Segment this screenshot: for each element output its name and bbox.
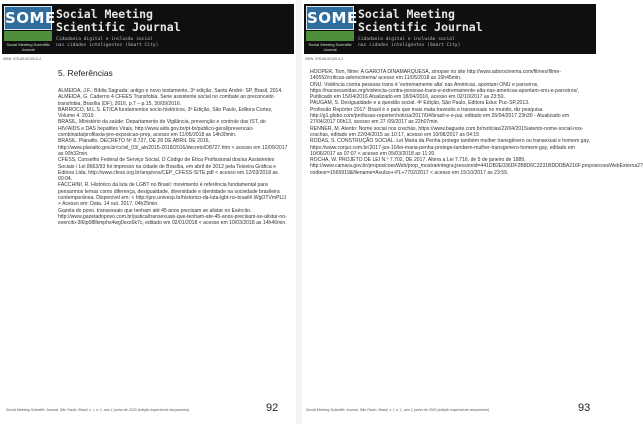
- reference-item: HOOPER, Tom, filme: A GAROTA DINAMARQUESA, sinopse no site http://www.adorocinema.com/filmes/filme-140552/criticas-adorocinema/ acesso em 11/05/2018 as 16h45min.: [310, 69, 561, 82]
- logo-bar: [306, 31, 354, 41]
- banner-subtitle: [358, 37, 460, 49]
- banner-title-line2: Scientific Journal: [56, 20, 181, 34]
- reference-list: [310, 69, 643, 176]
- journal-banner: [2, 4, 294, 54]
- banner-subtitle-line2: nas cidades inteligentes (Smart City): [358, 43, 461, 48]
- journal-logo: [306, 6, 358, 52]
- journal-logo: [4, 6, 56, 52]
- logo-subtitle: Social Meeting Scientific Journal: [6, 42, 50, 52]
- reference-item: Gazeta do povo. transexuais que tenham até 45 anos precisam se alistar no Exército. http://www.gazetadopovo.com.br/justica/transexuais-que-tenham-ate-45-anos-precisam-se-alistar-no-exercito-3l6tp08llkmphs4wg0sxo6k7c, editado em 02/01/2018 < acesso em 10/03/2018 as 14h46min.: [58, 207, 287, 227]
- banner-title: [56, 8, 181, 34]
- isbn: ISBN: 978-65-90109-0-2: [305, 57, 344, 61]
- section-heading: 5. Referências: [58, 68, 113, 78]
- logo-top: [306, 6, 358, 30]
- reference-item: Profissão Repórter 2017: Brasil é o país que mais mata travestis e transexuais no mundo, diz pesquisa http://g1.globo.com/profissao-reporter/noticia/2017/04/brasil-e-o-pai, editado em 26/04/2017 23h30 - Atualizado em 27/04/2017 00h13, acesso em 27 /09/2017 as 22h07min.: [310, 106, 570, 126]
- reference-item: ALMEIDA, G. Caderno 4 CFEES Transfobia. Serie assistente social no combate ao preconceito transfobia, Brasília (DF), 2016, p.7 – p.15, 30/09/2016.: [58, 94, 274, 107]
- logo-word: SOME: [307, 9, 358, 27]
- banner-title: [358, 8, 483, 34]
- logo-top: [4, 6, 56, 30]
- page-footer: Social Meeting Scientific Journal, São Paulo, Brasil, v. I, n. 1, ano 1 junho de 2020 (edição especial de lançamento): [306, 408, 490, 412]
- logo-subtitle: Social Meeting Scientific Journal: [308, 42, 352, 52]
- reference-item: RENNER, M. Atento: Nome social nos crachás, https://www.baguete.com.br/noticias/22/04/2015/atento-nome-social-nos-crachas, editado em 22/04/2015 as 10:17, acesso em 10/08/2017 as 04:15: [310, 125, 584, 138]
- isbn: ISBN: 978-65-90109-0-2: [3, 57, 42, 61]
- reference-item: BARROCO, M.L.S. ÉTICA fundamentos socio-históricos, 3ª Edição, São Paulo, Editora Cortez, Volume 4. 2010.: [58, 106, 273, 120]
- reference-item: PAUGAM, S. Desigualdade e a questão social. 4ª Edição, São Paulo, Editora Educ Puc-SP,2013.: [310, 100, 530, 107]
- banner-title-line1: Social Meeting: [56, 7, 153, 21]
- page-footer: Social Meeting Scientific Journal, São Paulo, Brasil, v. I, n. 1, ano 1 junho de 2020 (edição especial de lançamento): [6, 408, 190, 412]
- reference-list: [58, 88, 288, 227]
- banner-title-line1: Social Meeting: [358, 7, 455, 21]
- reference-item: ONU. Violência contra pessoas trans é 'extremamente alta' nas Américas, apontam ONU e parceiros, https://nacoesunidas.org/violencia-contra-pessoas-trans-e-extremamente-alta-nas-americas-apontam-onu-e-parceiros/, Publicado em 15/04/2016 Atualizado em 18/04/2016, acesso em 02/10/2017 as 23:50.: [310, 81, 579, 101]
- logo-word: SOME: [5, 9, 56, 27]
- banner-subtitle-line2: nas cidades inteligentes (Smart City): [56, 43, 159, 48]
- reference-item: CFESS, Conselho Federal de Serviço Social, O Código de Ética Profissional dos/as Assistentes Sociais / Lei 8663/93 foi impresso na cidade de Brasília, em abril de 2012 pela Teixeira Gráfica e Editora Ltda. http://www.cfess.org.br/arquivos/CEP_CFESS-SITE.pdf < acesso em 12/03/2018 as 00:04.: [58, 157, 278, 183]
- reference-item: FACCHINI, R. Histórico da luta de LGBT no Brasil: movimento é referência fundamental para pensarmos temas como diferença, desigualdade, diversidade e identidade na sociedade brasileira contemporânea. Disponível em: < http://pre.univesp.br/historico-da-luta-lgbt-no-brasil#.WgOTVmPLlJ > Acesso em: Data. 14 out. 2017, 04h25min.: [58, 182, 287, 208]
- banner-subtitle-line1: Cidadania digital e inclusão social: [358, 37, 455, 42]
- right-content: [310, 69, 643, 176]
- reference-item: BRASIL. Planalto. DECRETO Nº 8.727, DE 28 DE ABRIL DE 2016, http://www.planalto.gov.br/ccivil_03/_ato2015-2018/2016/decreto/D8727.htm < acesso em 12/09/2017 as 00h32min.: [58, 138, 288, 157]
- banner-subtitle: [56, 37, 158, 49]
- logo-bar: [4, 31, 52, 41]
- banner-subtitle-line1: Cidadania digital e inclusão social: [56, 37, 153, 42]
- journal-banner: [304, 4, 596, 54]
- reference-item: ROCHA, W. PROJETO DE LEI N.º 7.702, DE 2017. Altera a Lei 7.716, de 5 de janeiro de 1989, http://www.camara.gov.br/proposicoesWeb/prop_mostrarintegra;jsessionid=441DB2E036DF2B8D6C3231BDDDBA216F.proposicoesWebExterna2?codteor=1565919&filename=Avulso+-PL+7702/2017 < acesso em 15/10/2017 as 23:59.: [310, 157, 643, 176]
- reference-item: RODAS, S. CONSTRUÇÃO SOCIAL. Lei Maria da Penha protege também mulher transgênero ou transexual e homem gay, https://www.conjur.com.br/2017-jun-10/lei-maria-penha-protege-tambem-mulher-transgenero-homem-gay, editado em 10/06/2017 as 07:07 < acesso em 05/03/2018 as 11:20.: [310, 138, 590, 157]
- right-page: [302, 0, 643, 424]
- left-content: [58, 68, 288, 227]
- page-number: 92: [266, 402, 279, 414]
- banner-title-line2: Scientific Journal: [358, 20, 483, 34]
- page-number: 93: [578, 402, 591, 414]
- reference-item: ALMEIDA, J.F.; Bíblia Sagrada: antigo e novo testamento, 3ª edição, Santo André- SP, Brasil, 2014.: [58, 88, 283, 94]
- left-page: [0, 0, 296, 424]
- reference-item: BRASIL, Ministério da saúde: Departamento de Vigilância, prevenção e controle das IST, do HIV/AIDS e DAS hepatites Virais, http://www.aids.gov.br/pt-br/publico-geral/prevencao-combinada/profilaxia-pre-exposicao-prep, acesso em 11/05/2018 as 14h30min.: [58, 119, 266, 139]
